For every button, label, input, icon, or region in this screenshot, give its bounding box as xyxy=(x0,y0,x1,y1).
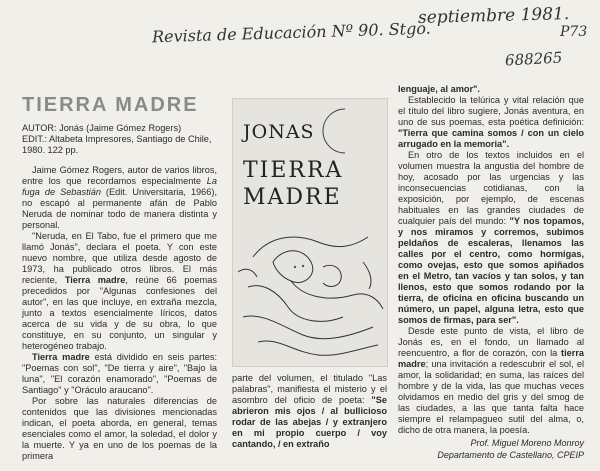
signature-name: Prof. Miguel Moreno Monroy xyxy=(470,438,584,448)
handwritten-date: septiembre 1981. xyxy=(417,4,570,28)
paragraph: Por sobre las naturales diferencias de contenidos que las divisiones mencionadas indican, el poeta aborda, en general, temas esenciales como el amor, la soledad, el dolor y la muerte. Y ya en uno de los poemas de la primera xyxy=(22,396,217,461)
paragraph: Jaime Gómez Rogers, autor de varios libros, entre los que recordamos especialmente La fuga de Sebastián (Edit. Universitaria, 1966), no escapó al permanente afán de Pablo Neruda de nominar todo de manera distinta y personal. xyxy=(22,165,217,230)
handwritten-code: 688265 xyxy=(504,48,563,70)
paragraph: lenguaje, al amor". xyxy=(398,84,480,94)
paragraph: Establecido la telúrica y vital relación que el título del libro sugiere, Jonás aventura, en uno de sus poemas, esta poética definición: "Tierra que camina somos / con un cielo arrugado en la memoria". xyxy=(398,95,584,149)
book-cover-image xyxy=(232,98,388,367)
paragraph: Desde este punto de vista, el libro de Jonás es, en el fondo, un llamado al reencuentro, a flor de corazón, con la tierra madre; una invitación a redescubrir el sol, el amor, la solidaridad; en suma, las raíces del hombre y de la vida, las que muchas veces olvidamos en medio del gris y del smog de las ciudades, a las que tanta falta hace siempre el relampagueo sutil del alma, o, dicho de otra manera, la poesía. xyxy=(398,326,584,435)
handwritten-reference: Revista de Educación Nº 90. Stgo. xyxy=(151,18,432,47)
book-meta xyxy=(22,123,217,156)
column-right xyxy=(398,84,584,436)
paragraph: parte del volumen, el titulado "Las palabras", manifiesta el misterio y el asombro del oficio de poeta: "Se abrieron mis ojos / al bullicioso rodar de las abejas / y extranjero en mi propio cuerpo / voy cantando, / en extraño xyxy=(232,373,387,449)
signature-department: Departamento de Castellano, CPEIP xyxy=(437,450,584,460)
paragraph: Tierra madre está dividido en seis partes: "Poemas con sol", "De tierra y aire", "Bajo la luna", "El corazón enamorado", "Poemas de Santiago" y "Oráculo araucano". xyxy=(22,352,217,395)
cover-author: JONAS xyxy=(243,121,315,143)
paragraph: En otro de los textos incluidos en el volumen muestra la angustia del hombre de hoy, acosado por las urgencias y las inconsecuencias cotidianas, con la exposición, por ejemplo, de escenas habituales en las grandes ciudades de cualquier país del mundo: "Y nos topamos, y nos miramos y corremos, subimos peldaños de escaleras, llenamos las calles por el centro, como hormigas, como ovejas, esto que somos apiñados en el Metro, tan vacíos y tan solos, y tan llenos, esto que somos rodando por la tierra, de oficina en oficina buscando un número, un papel, alguna letra, esto que somos de firmas, para ser". xyxy=(398,150,585,325)
column-middle xyxy=(232,373,387,450)
article-title: TIERRA MADRE xyxy=(22,94,199,116)
handwritten-page: P73 xyxy=(560,24,588,40)
paragraph: "Neruda, en El Tabo, fue el primero que me llamó Jonás", declara el poeta. Y con este nuevo nombre, que utiliza desde agosto de 1973, ha publicado otros libros. El más reciente, Tierra madre, reúne 66 poemas precedidos por "Algunas confesiones del autor", en las que incluye, en extraña mezcla, junto a textos esencialmente líricos, datos acerca de su vida y de su obra, lo que constituye, en su conjunto, un singular y heterogéneo trabajo. xyxy=(22,231,217,351)
cover-title: TIERRA MADRE xyxy=(243,158,344,210)
book-author: AUTOR: Jonás (Jaime Gómez Rogers) xyxy=(22,123,182,133)
book-publisher: EDIT.: Altabeta Impresores, Santiago de Chile, 1980. 122 pp. xyxy=(22,134,212,155)
reclining-figure-illustration xyxy=(233,217,387,366)
column-left xyxy=(22,123,217,462)
